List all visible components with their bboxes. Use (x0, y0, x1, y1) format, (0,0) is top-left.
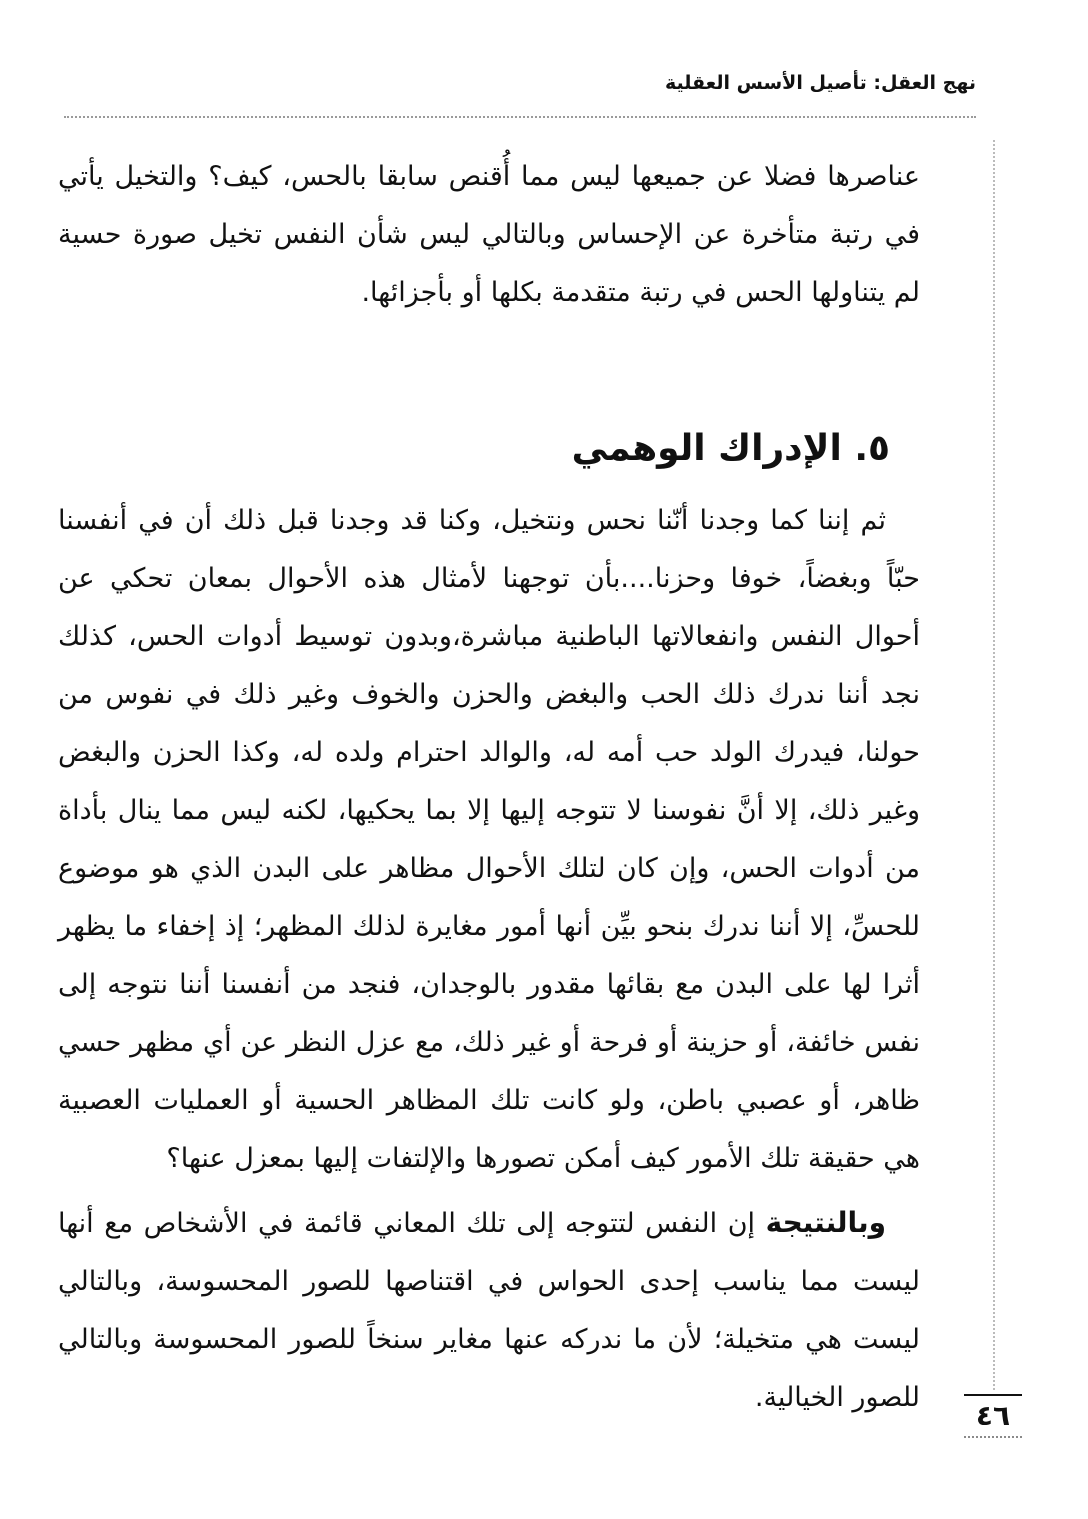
result-paragraph (58, 1194, 920, 1427)
main-paragraph: ثم إننا كما وجدنا أنّنا نحس ونتخيل، وكنا قد وجدنا قبل ذلك أن في أنفسنا حبّاً وبغضاً، خوفا وحزنا....بأن توجهنا لأمثال هذه الأحوال بمعان تحكي عن أحوال النفس وانفعالاتها الباطنية مباشرة،وبدون توسيط أدوات الحس، كذلك نجد أننا ندرك ذلك الحب والبغض والحزن والخوف وغير ذلك في نفوس من حولنا، فيدرك الولد حب أمه له، والوالد احترام ولده له، وكذا الحزن والبغض وغير ذلك، إلا أنَّ نفوسنا لا تتوجه إليها إلا بما يحكيها، لكنه ليس مما ينال بأداة من أدوات الحس، وإن كان لتلك الأحوال مظاهر على البدن الذي هو موضوع للحسِّ، إلا أننا ندرك بنحو بيِّن أنها أمور مغايرة لذلك المظهر؛ إذ إخفاء ما يظهر أثرا لها على البدن مع بقائها مقدور بالوجدان، فنجد من أنفسنا أننا نتوجه إلى نفس خائفة، أو حزينة أو فرحة أو غير ذلك، مع عزل النظر عن أي مظهر حسي ظاهر، أو عصبي باطن، ولو كانت تلك المظاهر الحسية أو العمليات العصبية هي حقيقة تلك الأمور كيف أمكن تصورها والإلتفات إليها بمعزل عنها؟ (58, 505, 920, 1174)
page-body (58, 148, 920, 1427)
margin-divider (993, 140, 995, 1390)
result-lead-word: وبالنتيجة (765, 1206, 886, 1239)
page-number: ٤٦ (964, 1394, 1022, 1438)
section-heading: ٥. الإدراك الوهمي (571, 428, 890, 469)
book-title-header: نهج العقل: تأصيل الأسس العقلية (664, 72, 976, 94)
header-divider (64, 116, 976, 118)
running-header (64, 66, 976, 122)
intro-paragraph: عناصرها فضلا عن جميعها ليس مما أُقنص سابقا بالحس، كيف؟ والتخيل يأتي في رتبة متأخرة عن الإحساس وبالتالي ليس شأن النفس تخيل صورة حسية لم يتناولها الحس في رتبة متقدمة بكلها أو بأجزائها. (58, 161, 920, 308)
result-paragraph-text: إن النفس لتتوجه إلى تلك المعاني قائمة في الأشخاص مع أنها ليست مما يناسب إحدى الحواس في اقتناصها للصور المحسوسة، وبالتالي ليست هي متخيلة؛ لأن ما ندركه عنها مغاير سنخاً للصور المحسوسة وبالتالي للصور الخيالية. (58, 1208, 920, 1413)
